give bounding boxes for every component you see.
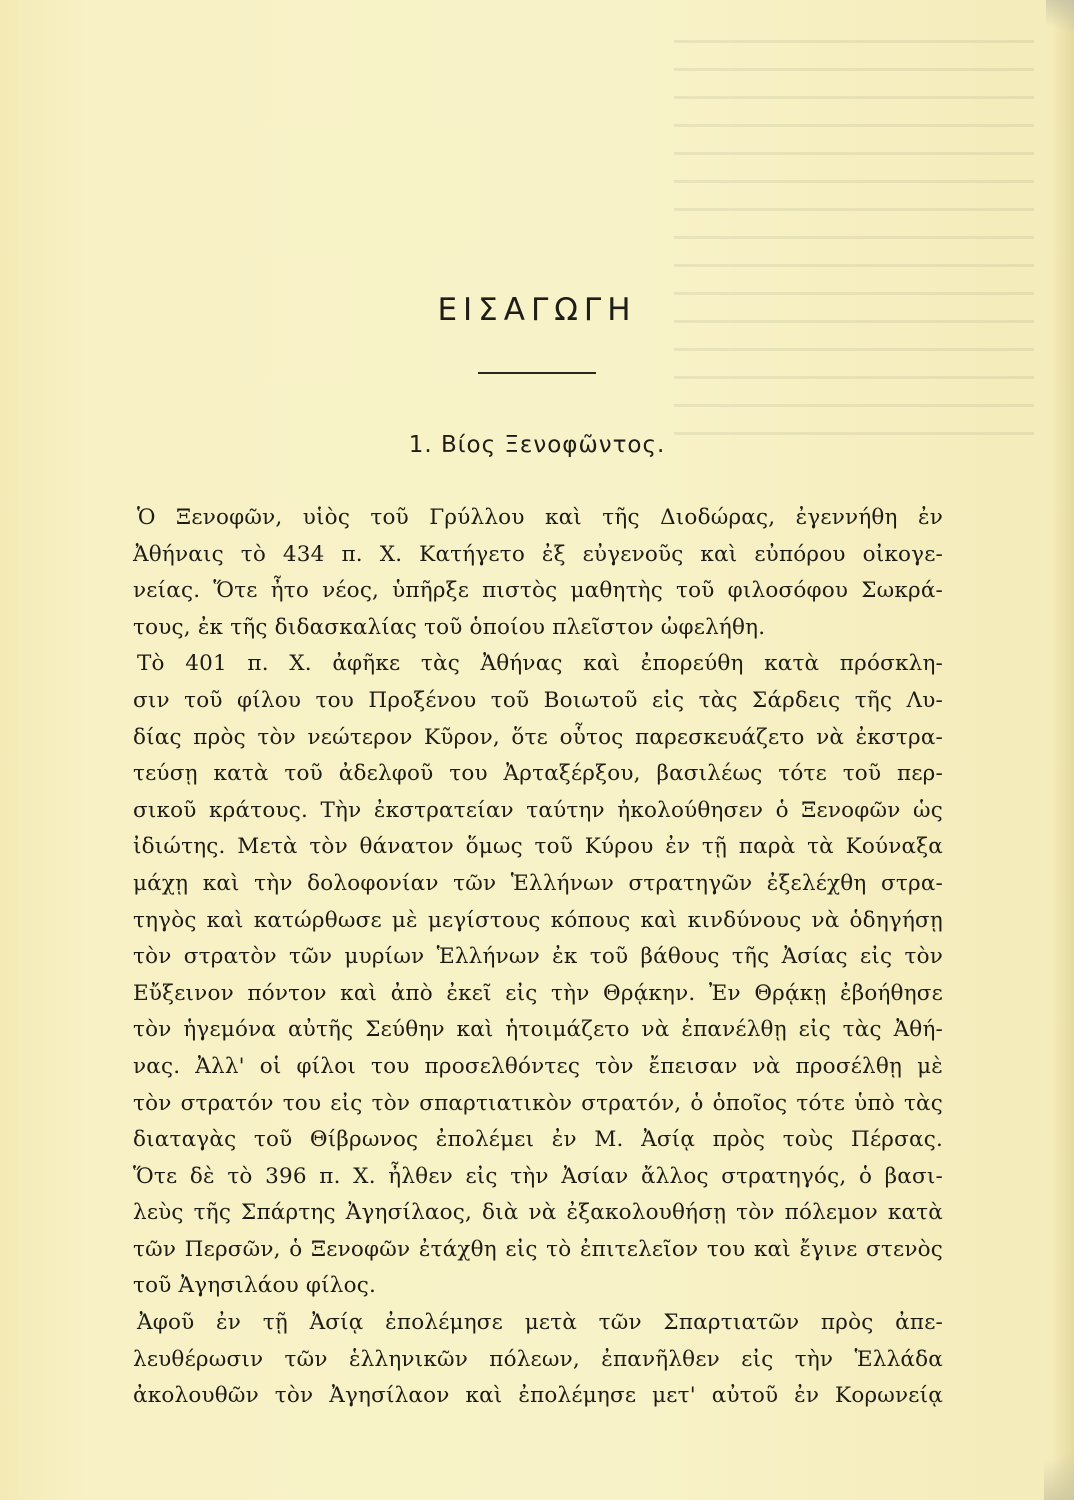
text-line: τὸν στρατὸν τῶν μυρίων Ἑλλήνων ἐκ τοῦ βάθους τῆς Ἀσίας εἰς τὸν	[133, 944, 943, 970]
text-line: τὸν ἡγεμόνα αὐτῆς Σεύθην καὶ ἡτοιμάζετο νὰ ἐπανέλθῃ εἰς τὰς Ἀθή-	[133, 1017, 943, 1043]
section-title: 1. Βίος Ξενοφῶντος.	[408, 432, 666, 458]
text-line: τηγὸς καὶ κατώρθωσε μὲ μεγίστους κόπους καὶ κινδύνους νὰ ὁδηγήσῃ	[133, 907, 943, 933]
show-through-text	[674, 40, 1034, 460]
body-text	[133, 500, 943, 1415]
text-line: νείας. Ὅτε ἦτο νέος, ὑπῆρξε πιστὸς μαθητὴς τοῦ φιλοσόφου Σωκρά-	[133, 578, 943, 604]
text-line: ἰδιώτης. Μετὰ τὸν θάνατον ὅμως τοῦ Κύρου ἐν τῇ παρὰ τὰ Κούναξα	[133, 834, 943, 860]
text-line: ἀκολουθῶν τὸν Ἀγησίλαον καὶ ἐπολέμησε μετ' αὐτοῦ ἐν Κορωνείᾳ	[133, 1383, 943, 1409]
text-line: δίας πρὸς τὸν νεώτερον Κῦρον, ὅτε οὗτος παρεσκευάζετο νὰ ἐκστρα-	[133, 724, 943, 750]
text-line: τεύσῃ κατὰ τοῦ ἀδελφοῦ του Ἀρταξέρξου, βασιλέως τότε τοῦ περ-	[133, 761, 943, 787]
text-line: τὸν στρατόν του εἰς τὸν σπαρτιατικὸν στρατόν, ὁ ὁποῖος τότε ὑπὸ τὰς	[133, 1090, 943, 1116]
text-line: τους, ἐκ τῆς διδασκαλίας τοῦ ὁποίου πλεῖστον ὠφελήθη.	[133, 614, 766, 640]
chapter-heading: ΕΙΣΑΓΩΓΗ	[437, 292, 637, 328]
text-line: σιν τοῦ φίλου του Προξένου τοῦ Βοιωτοῦ εἰς τὰς Σάρδεις τῆς Λυ-	[133, 687, 943, 713]
text-line: Τὸ 401 π. Χ. ἀφῆκε τὰς Ἀθήνας καὶ ἐπορεύθη κατὰ πρόσκλη-	[137, 651, 943, 677]
text-line: Ἀθήναις τὸ 434 π. Χ. Κατήγετο ἐξ εὐγενοῦς καὶ εὐπόρου οἰκογε-	[133, 541, 943, 567]
text-line: Ὁ Ξενοφῶν, υἱὸς τοῦ Γρύλλου καὶ τῆς Διοδώρας, ἐγεννήθη ἐν	[137, 505, 943, 530]
text-line: τοῦ Ἀγησιλάου φίλος.	[133, 1273, 377, 1299]
text-line: λευθέρωσιν τῶν ἑλληνικῶν πόλεων, ἐπανῆλθεν εἰς τὴν Ἑλλάδα	[133, 1346, 943, 1372]
text-line: τῶν Περσῶν, ὁ Ξενοφῶν ἐτάχθη εἰς τὸ ἐπιτελεῖον του καὶ ἔγινε στενὸς	[133, 1236, 943, 1262]
page-edge-shadow	[1052, 0, 1074, 1500]
page-corner-top	[1046, 0, 1074, 40]
text-line: σικοῦ κράτους. Τὴν ἐκστρατείαν ταύτην ἠκολούθησεν ὁ Ξενοφῶν ὡς	[133, 797, 943, 823]
text-line: μάχῃ καὶ τὴν δολοφονίαν τῶν Ἑλλήνων στρατηγῶν ἐξελέχθη στρα-	[133, 870, 943, 896]
text-line: Ἀφοῦ ἐν τῇ Ἀσίᾳ ἐπολέμησε μετὰ τῶν Σπαρτιατῶν πρὸς ἀπε-	[137, 1310, 943, 1336]
text-line: λεὺς τῆς Σπάρτης Ἀγησίλαος, διὰ νὰ ἐξακολουθήσῃ τὸν πόλεμον κατὰ	[133, 1200, 943, 1226]
text-line: Ὅτε δὲ τὸ 396 π. Χ. ἦλθεν εἰς τὴν Ἀσίαν ἄλλος στρατηγός, ὁ βασι-	[133, 1163, 943, 1189]
text-line: διαταγὰς τοῦ Θίβρωνος ἐπολέμει ἐν Μ. Ἀσίᾳ πρὸς τοὺς Πέρσας.	[133, 1127, 943, 1153]
heading-divider	[478, 372, 596, 374]
text-line: Εὔξεινον πόντον καὶ ἀπὸ ἐκεῖ εἰς τὴν Θρᾴκην. Ἐν Θρᾴκῃ ἐβοήθησε	[133, 980, 943, 1006]
page-corner-bottom	[1044, 1430, 1074, 1500]
text-line: νας. Ἀλλ' οἱ φίλοι του προσελθόντες τὸν ἔπεισαν νὰ προσέλθῃ μὲ	[133, 1053, 943, 1079]
